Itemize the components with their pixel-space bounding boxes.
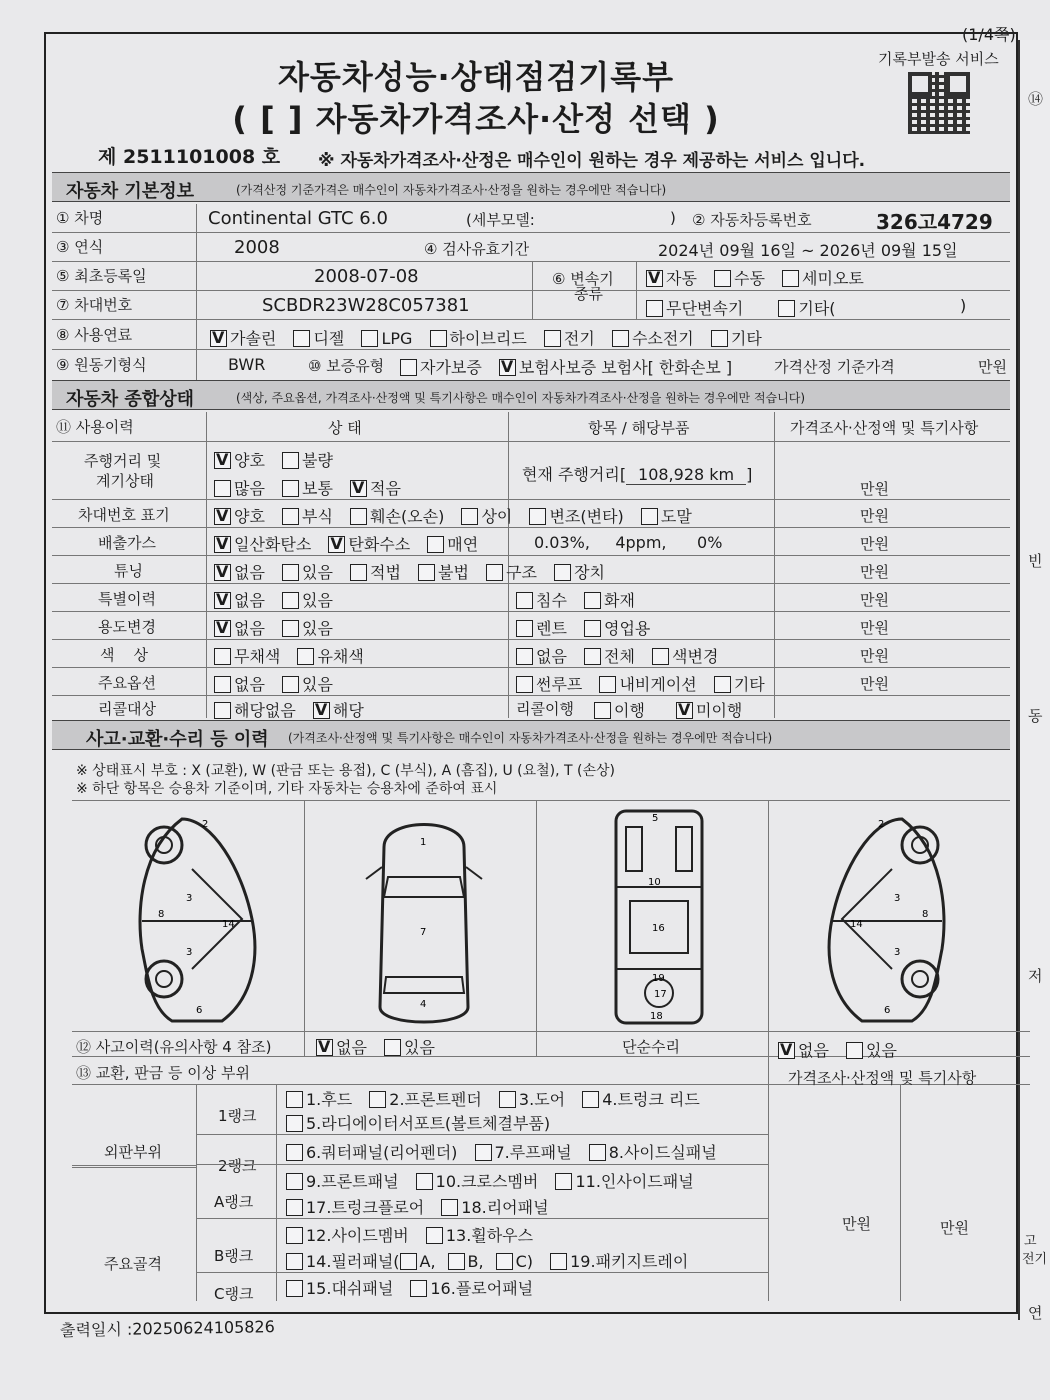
row-vin-mark: 차대번호 표기 V 양호 부식 훼손(오손) 상이 변조(변타) 도말 만원 — [52, 500, 1010, 528]
svg-text:2: 2 — [878, 819, 885, 830]
current-mileage: 108,928 km — [626, 465, 746, 485]
checkbox-fuel-lpg[interactable] — [361, 330, 378, 347]
checkbox-pillar-c[interactable] — [496, 1253, 513, 1270]
checkbox-chromatic[interactable] — [297, 648, 314, 665]
first-registration-date: 2008-07-08 — [314, 266, 419, 287]
record-delivery-service: 기록부발송 서비스 — [878, 50, 999, 68]
svg-text:2: 2 — [202, 819, 209, 830]
svg-text:14: 14 — [850, 919, 863, 930]
svg-text:14: 14 — [222, 919, 235, 930]
rank1-row: 1.후드 2.프론트펜더 3.도어 4.트렁크 리드 5.라디에이터서포트(볼트체결부품) — [196, 1085, 768, 1135]
checkbox-fuel-hybrid[interactable] — [430, 330, 447, 347]
checkbox-wheel-house[interactable] — [426, 1227, 443, 1244]
row-first-registration: ⑤ 최초등록일 2008-07-08 ⑥ 변속기 V 자동 수동 세미오토 — [52, 262, 1010, 291]
checkbox-dash-panel[interactable] — [286, 1280, 303, 1297]
checkbox-commercial[interactable] — [584, 620, 601, 637]
checkbox-hood[interactable] — [286, 1091, 303, 1108]
row-year: ③ 연식 2008 ④ 검사유효기간 2024년 09월 16일 ~ 2026년 09월 15일 — [52, 233, 1010, 262]
checkbox-option-yes[interactable] — [282, 676, 299, 693]
checkbox-cross-member[interactable] — [416, 1173, 433, 1190]
svg-text:18: 18 — [650, 1011, 663, 1022]
checkbox-flood[interactable] — [516, 592, 533, 609]
frame-label: 주요골격 — [104, 1255, 162, 1273]
checkbox-front-fender[interactable] — [369, 1091, 386, 1108]
checkbox-tuning-device[interactable] — [554, 564, 571, 581]
checkbox-semi-auto[interactable] — [782, 270, 799, 287]
rankB-row: 12.사이드멤버 13.휠하우스 14.필러패널( A, B, C) 19.패키지트레이 — [196, 1219, 768, 1273]
row-color: 색 상 무채색 유채색 없음 전체 색변경 만원 — [52, 640, 1010, 668]
section-title: 자동차 기본정보 — [66, 181, 194, 202]
warranty-options: 자가보증 V 보험사보증 보험사[ 한화손보 ] — [400, 355, 732, 378]
checkbox-co[interactable] — [214, 536, 231, 553]
transmission-options-2: 무단변속기 기타( — [646, 296, 836, 319]
sliver-text: 전기 — [1022, 1252, 1048, 1267]
status-legend: ※ 상태표시 부호 : X (교환), W (판금 또는 용접), C (부식), A (흠집), U (요철), T (손상) — [76, 763, 616, 779]
section-note: (가격산정 기준가격은 매수인이 자동차가격조사·산정을 원하는 경우에만 적습니다) — [236, 183, 667, 197]
section-basic-info — [52, 172, 1010, 202]
row-special-history: 특별이력 V 없음 있음 침수 화재 만원 — [52, 584, 1010, 612]
status-header-row: ⑪ 사용이력 상 태 항목 / 해당부품 가격조사·산정액 및 특기사항 — [52, 412, 1010, 442]
rank2-row: 6.쿼터패널(리어펜더) 7.루프패널 8.사이드실패널 — [196, 1135, 768, 1165]
accident-area: 2 3 3 14 8 6 1 7 4 5 10 16 19 17 18 2 3 3 14 8 6 ⑫ 사고이력(유의사항 4 참조) V 없음 있음 단순수리 V 없음 있음 ⑬ 교환, 판금 등 이상 부위 가격조사·산정액 및 특기사항 외판부위 주요골격 1랭크 1.후드 2.프론트펜더 3.도어 4.트렁크 리드 5.라디에이터서포트(볼트체결부품) 2랭크 6.쿼터패널(리어펜더) 7.루프패널 8.사이드실패널 A랭크 9.프론트패널 10.크로스멤버 11.인사이드패널 17.트렁크플로어 18.리어패널 B랭크 12.사이드멤버 13.휠하우스 14.필러패널( A, B, C) 19.패키지트레이 C랭크 15.대쉬패널 16.플로어패널 만원 만원 — [72, 800, 1010, 1300]
svg-text:4: 4 — [420, 999, 427, 1010]
svg-text:6: 6 — [196, 1005, 203, 1016]
svg-text:6: 6 — [884, 1005, 891, 1016]
print-datetime: 출력일시 :20250624105826 — [59, 1317, 275, 1340]
svg-text:8: 8 — [158, 909, 165, 920]
checkbox-floor-panel[interactable] — [410, 1280, 427, 1297]
checkbox-hc[interactable] — [328, 536, 345, 553]
checkbox-special-none[interactable] — [214, 592, 231, 609]
row-engine: ⑨ 원동기형식 BWR ⑩ 보증유형 자가보증 V 보험사보증 보험사[ 한화손보 ] 가격산정 기준가격 만원 — [52, 350, 1010, 380]
qr-code-icon[interactable] — [908, 72, 970, 134]
svg-text:5: 5 — [652, 813, 659, 824]
inspection-record — [44, 32, 1018, 1314]
transmission-options: V 자동 수동 세미오토 — [646, 266, 876, 289]
checkbox-color-full[interactable] — [584, 648, 601, 665]
svg-text:19: 19 — [652, 973, 665, 984]
car-frame-diagram[interactable] — [604, 803, 714, 1035]
rankC-row: 15.대쉬패널 16.플로어패널 — [196, 1273, 768, 1301]
checkbox-fuel-electric[interactable] — [544, 330, 561, 347]
svg-text:1: 1 — [420, 837, 427, 848]
row-vin: ⑦ 차대번호 SCBDR23W28C057381 종류 무단변속기 기타( ) — [52, 291, 1010, 320]
sliver-text: 빈 — [1028, 552, 1043, 570]
checkbox-front-panel[interactable] — [286, 1173, 303, 1190]
document-subtitle: ( [ ] 자동차가격조사·산정 선택 ) — [232, 100, 720, 138]
outer-panel-label: 외판부위 — [104, 1143, 162, 1161]
checkbox-option-etc[interactable] — [714, 676, 731, 693]
status-note: ※ 하단 항목은 승용차 기준이며, 기타 자동차는 승용차에 준하여 표시 — [76, 781, 498, 797]
row-mileage: 주행거리 및 계기상태 V양호 불량 많음 보통 V 적음 현재 주행거리[ 108,928 km ] 만원 — [52, 442, 1010, 500]
row-emission: 배출가스 V 일산화탄소 V 탄화수소 매연 0.03%, 4ppm, 0% 만원 — [52, 528, 1010, 556]
checkbox-vin-good[interactable] — [214, 508, 231, 525]
row-fuel: ⑧ 사용연료 V 가솔린 디젤 LPG 하이브리드 전기 수소전기 기타 — [52, 320, 1010, 350]
checkbox-color-change[interactable] — [652, 648, 669, 665]
checkbox-usage-none[interactable] — [214, 620, 231, 637]
checkbox-trunk-floor[interactable] — [286, 1199, 303, 1216]
checkbox-radiator-support[interactable] — [286, 1115, 303, 1132]
checkbox-recall-done[interactable] — [594, 702, 611, 719]
row-main-options: 주요옵션 없음 있음 썬루프 내비게이션 기타 만원 — [52, 668, 1010, 696]
section-note: (색상, 주요옵션, 가격조사·산정액 및 특기사항은 매수인이 자동차가격조사·산정을 원하는 경우에만 적습니다) — [236, 391, 806, 405]
svg-text:3: 3 — [186, 893, 193, 904]
checkbox-recall-not-done[interactable] — [676, 702, 693, 719]
checkbox-cvt[interactable] — [646, 300, 663, 317]
checkbox-navigation[interactable] — [599, 676, 616, 693]
checkbox-vin-mismatch[interactable] — [461, 508, 478, 525]
car-left-side-diagram[interactable] — [112, 809, 272, 1031]
checkbox-rent[interactable] — [516, 620, 533, 637]
page-number: (1/4쪽) — [962, 25, 1016, 44]
checkbox-tuning-legal[interactable] — [350, 564, 367, 581]
checkbox-achromatic[interactable] — [214, 648, 231, 665]
checkbox-manual[interactable] — [714, 270, 731, 287]
row-tuning: 튜닝 V 없음 있음 적법 불법 구조 장치 만원 — [52, 556, 1010, 584]
checkbox-color-none[interactable] — [516, 648, 533, 665]
svg-text:3: 3 — [186, 947, 193, 958]
document-number: 제 2511101008 호 — [98, 146, 281, 168]
section-note: (가격조사·산정액 및 특기사항은 매수인이 자동차가격조사·산정을 원하는 경우에만 적습니다) — [288, 731, 773, 745]
checkbox-pillar-panel[interactable] — [286, 1253, 303, 1270]
vin-number: SCBDR23W28C057381 — [262, 295, 470, 316]
sliver-text: 고 — [1024, 1234, 1037, 1249]
basic-info-table — [52, 204, 1010, 380]
section-title: 사고·교환·수리 등 이력 — [86, 729, 269, 750]
svg-text:10: 10 — [648, 877, 661, 888]
fuel-options: V 가솔린 디젤 LPG 하이브리드 전기 수소전기 기타 — [210, 326, 774, 349]
checkbox-trunk-lid[interactable] — [582, 1091, 599, 1108]
row-usage-change: 용도변경 V 없음 있음 렌트 영업용 만원 — [52, 612, 1010, 640]
checkbox-vin-altered[interactable] — [529, 508, 546, 525]
svg-text:3: 3 — [894, 947, 901, 958]
checkbox-meter-good[interactable] — [214, 452, 231, 469]
checkbox-package-tray[interactable] — [550, 1253, 567, 1270]
checkbox-accident-yes[interactable] — [384, 1039, 401, 1056]
svg-text:8: 8 — [922, 909, 929, 920]
next-page-edge — [1018, 40, 1050, 1320]
svg-text:3: 3 — [894, 893, 901, 904]
checkbox-side-sill-panel[interactable] — [589, 1144, 606, 1161]
checkbox-pillar-a[interactable] — [400, 1253, 417, 1270]
row-car-name: ① 차명 Continental GTC 6.0 (세부모델: ) ② 자동차등록번호 326고4729 — [52, 204, 1010, 233]
svg-text:17: 17 — [654, 989, 667, 1000]
checkbox-tuning-yes[interactable] — [282, 564, 299, 581]
checkbox-recall-na[interactable] — [214, 702, 231, 719]
checkbox-quarter-panel[interactable] — [286, 1144, 303, 1161]
checkbox-fire[interactable] — [584, 592, 601, 609]
checkbox-insurance-warranty[interactable] — [499, 359, 516, 376]
checkbox-accident-none[interactable] — [316, 1039, 333, 1056]
car-top-front-diagram[interactable] — [364, 807, 484, 1033]
checkbox-vin-damaged[interactable] — [350, 508, 367, 525]
sliver-text: 연 — [1028, 1304, 1043, 1322]
row-recall: 리콜대상 해당없음 V 해당 리콜이행 이행 V 미이행 — [52, 696, 1010, 718]
checkbox-sunroof[interactable] — [516, 676, 533, 693]
checkbox-self-warranty[interactable] — [400, 359, 417, 376]
checkbox-tuning-illegal[interactable] — [418, 564, 435, 581]
checkbox-fuel-etc[interactable] — [711, 330, 728, 347]
checkbox-recall-applicable[interactable] — [313, 702, 330, 719]
checkbox-side-member[interactable] — [286, 1227, 303, 1244]
sliver-text: 동 — [1028, 707, 1043, 725]
checkbox-special-yes[interactable] — [282, 592, 299, 609]
checkbox-auto[interactable] — [646, 270, 663, 287]
svg-text:16: 16 — [652, 923, 665, 934]
checkbox-fuel-hydrogen[interactable] — [612, 330, 629, 347]
checkbox-smoke[interactable] — [427, 536, 444, 553]
sliver-text: 저 — [1028, 967, 1043, 985]
svg-text:7: 7 — [420, 927, 427, 938]
checkbox-vin-rust[interactable] — [282, 508, 299, 525]
checkbox-roof-panel[interactable] — [475, 1144, 492, 1161]
checkbox-usage-yes[interactable] — [282, 620, 299, 637]
checkbox-option-none[interactable] — [214, 676, 231, 693]
checkbox-tuning-none[interactable] — [214, 564, 231, 581]
checkbox-vin-smeared[interactable] — [641, 508, 658, 525]
accident-history-row: ⑫ 사고이력(유의사항 4 참조) V 없음 있음 단순수리 V 없음 있음 — [72, 1031, 1030, 1057]
checkbox-pillar-b[interactable] — [448, 1253, 465, 1270]
checkbox-mileage-normal[interactable] — [282, 480, 299, 497]
registration-number: 326고4729 — [876, 210, 993, 234]
status-table — [52, 412, 1010, 718]
section-title: 자동차 종합상태 — [66, 389, 194, 410]
checkbox-inside-panel[interactable] — [555, 1173, 572, 1190]
checkbox-meter-bad[interactable] — [282, 452, 299, 469]
inspection-validity: 2024년 09월 16일 ~ 2026년 09월 15일 — [658, 241, 958, 260]
checkbox-tuning-structure[interactable] — [486, 564, 503, 581]
checkbox-mileage-many[interactable] — [214, 480, 231, 497]
rankA-row: 9.프론트패널 10.크로스멤버 11.인사이드패널 17.트렁크플로어 18.리어패널 — [196, 1165, 768, 1219]
sliver-text: ⑭ — [1028, 90, 1044, 108]
checkbox-rear-panel[interactable] — [441, 1199, 458, 1216]
car-name: Continental GTC 6.0 — [208, 208, 388, 229]
car-right-side-diagram[interactable] — [812, 809, 972, 1031]
engine-type: BWR — [228, 355, 266, 374]
service-notice: ※ 자동차가격조사·산정은 매수인이 원하는 경우 제공하는 서비스 입니다. — [318, 151, 866, 171]
checkbox-door[interactable] — [499, 1091, 516, 1108]
checkbox-fuel-gasoline[interactable] — [210, 330, 227, 347]
section-status — [52, 380, 1010, 410]
document-title: 자동차성능·상태점검기록부 — [277, 58, 675, 96]
checkbox-trans-etc[interactable] — [778, 300, 795, 317]
model-year: 2008 — [234, 237, 280, 258]
replace-header-row: ⑬ 교환, 판금 등 이상 부위 가격조사·산정액 및 특기사항 — [72, 1057, 1030, 1085]
checkbox-mileage-few[interactable] — [350, 480, 367, 497]
emission-values: 0.03%, 4ppm, 0% — [534, 533, 723, 552]
section-accident — [52, 720, 1010, 750]
checkbox-fuel-diesel[interactable] — [293, 330, 310, 347]
